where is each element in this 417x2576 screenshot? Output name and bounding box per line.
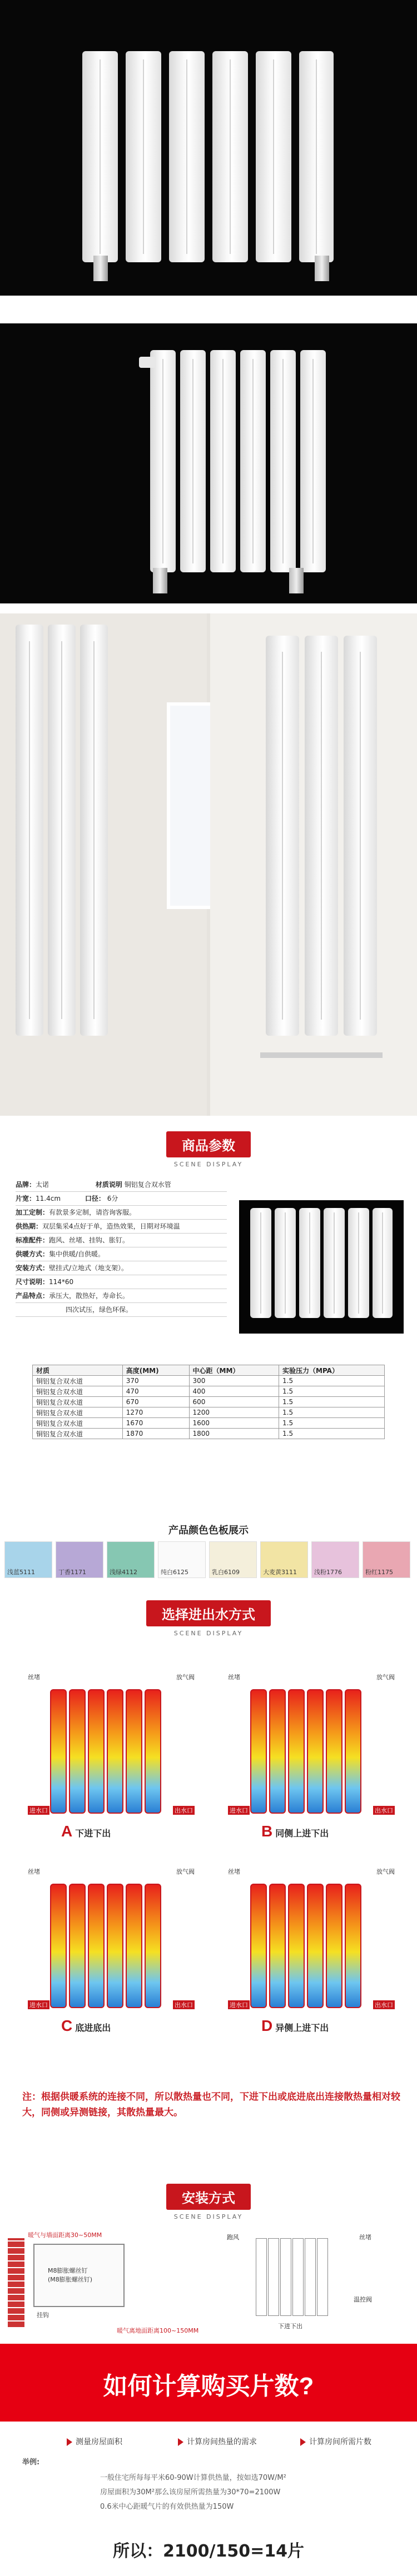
radiator-fin [145, 1689, 161, 1814]
radiator-fin [88, 1689, 105, 1814]
color-swatch [158, 1541, 206, 1578]
diagram-label: 丝堵 [28, 1868, 40, 1875]
radiator-fin [307, 1884, 324, 2008]
radiator-fin [107, 1884, 123, 2008]
diagram-label: 进水口 [28, 2000, 49, 2009]
diagram-label: 出水口 [173, 1806, 195, 1815]
color-swatch [209, 1541, 257, 1578]
connection-diagram [228, 1673, 395, 1850]
color-swatch [363, 1541, 410, 1578]
params-subtitle: SCENE DISPLAY [173, 1161, 244, 1168]
connections-header [0, 1600, 417, 1637]
calc-banner-title: 如何计算购买片数? [103, 2373, 314, 2400]
swatch-label: 粉红1175 [365, 1569, 393, 1576]
params-title: 商品参数 [166, 1131, 251, 1157]
color-swatch [260, 1541, 308, 1578]
radiator-fin [250, 1689, 267, 1814]
radiator-fin [307, 1689, 324, 1814]
install-diagram: 暖气与墙面距离30~50MM M8膨胀螺丝钉 (M8膨胀螺丝钉) 挂钩 暖气离地面距离100~150MM 跑风 丝堵 温控阀 下进下出 [0, 2227, 417, 2338]
param-row: 安装方式：壁挂式/立地式（地支架）。 [16, 1261, 227, 1275]
colors-title: 产品颜色色板展示 [168, 1525, 249, 1536]
diagram-label: 进水口 [228, 2000, 250, 2009]
radiator-fin [69, 1884, 86, 2008]
radiator-fin [145, 1884, 161, 2008]
swatch-label: 浅粉1776 [314, 1569, 342, 1576]
param-row: 尺寸说明：114*60 [16, 1275, 227, 1289]
diagram-label: 丝堵 [28, 1674, 40, 1681]
diagram-label: 放气阀 [376, 1674, 395, 1681]
arrow-icon [67, 2438, 72, 2446]
radiator-fin [345, 1884, 361, 2008]
spec-table-header: 材质 高度(MM) 中心距（MM） 实验压力（MPA） [33, 1365, 385, 1376]
table-row: 铜铝复合双水道 1670 1600 1.5 [33, 1418, 385, 1429]
table-row: 铜铝复合双水道 1870 1800 1.5 [33, 1429, 385, 1439]
calc-line: 0.6米中心距暖气片的有效供热量为150W [100, 2503, 234, 2511]
radiator-fin [288, 1884, 305, 2008]
arrow-icon [178, 2438, 183, 2446]
radiator-fin [269, 1689, 286, 1814]
connections-subtitle: SCENE DISPLAY [173, 1630, 244, 1637]
swatch-label: 浅绿4112 [110, 1569, 137, 1576]
color-swatch [4, 1541, 52, 1578]
param-row: 四次试压，绿色环保。 [16, 1303, 227, 1317]
diagram-caption: A 下进下出 [61, 1823, 111, 1840]
table-row: 铜铝复合双水道 370 300 1.5 [33, 1376, 385, 1386]
param-row: 品牌：太诺 材质说明 铜铝复合双水管 [16, 1178, 227, 1192]
calc-line: 一般住宅所每每平米60-90W计算供热量，按如选70W/M² [100, 2474, 286, 2482]
color-swatch [311, 1541, 359, 1578]
param-row: 加工定制：有款景多定制，请咨询客服。 [16, 1206, 227, 1220]
table-row: 铜铝复合双水道 1270 1200 1.5 [33, 1407, 385, 1418]
connections-note: 注：根据供暖系统的连接不同，所以散热量也不同，下进下出或底进底出连接散热量相对较大，同侧或异测链接，其散热量最大。 [22, 2091, 400, 2118]
connection-diagram [228, 1867, 395, 2045]
param-row: 供暖方式：集中供暖/自供暖。 [16, 1247, 227, 1261]
radiator-fin [69, 1689, 86, 1814]
radiator-fin [345, 1689, 361, 1814]
radiator-fin [288, 1689, 305, 1814]
spec-table [32, 1365, 385, 1439]
table-row: 铜铝复合双水道 470 400 1.5 [33, 1386, 385, 1397]
radiator-fin [88, 1884, 105, 2008]
brick-wall [8, 2238, 24, 2327]
install-header [0, 2184, 417, 2220]
diagram-caption: B 同侧上进下出 [261, 1823, 329, 1840]
front-radiator [256, 2238, 339, 2316]
swatch-label: 大麦黄3111 [263, 1569, 297, 1576]
param-row: 片宽：11.4cm 口径： 6分 [16, 1192, 227, 1206]
param-row: 供热期：双层集采4点好于单，造热效果，日期对环境温 [16, 1220, 227, 1234]
radiator-fin [50, 1689, 67, 1814]
swatch-label: 乳白6109 [212, 1569, 240, 1576]
diagram-label: 进水口 [28, 1806, 49, 1815]
radiator-fin [326, 1884, 342, 2008]
swatch-label: 浅蓝5111 [7, 1569, 35, 1576]
table-row: 铜铝复合双水道 670 600 1.5 [33, 1397, 385, 1407]
diagram-caption: D 异侧上进下出 [261, 2017, 329, 2034]
install-subtitle: SCENE DISPLAY [173, 2213, 244, 2220]
diagram-label: 丝堵 [228, 1868, 240, 1875]
diagram-label: 放气阀 [176, 1868, 195, 1875]
diagram-label: 丝堵 [228, 1674, 240, 1681]
radiator-fin [250, 1884, 267, 2008]
calc-step: 测量房屋面积 [67, 2436, 122, 2447]
calc-result: 所以：2100/150=14片 [113, 2542, 304, 2561]
connection-diagram [28, 1673, 195, 1850]
arrow-icon [300, 2438, 306, 2446]
diagram-caption: C 底进底出 [61, 2017, 111, 2034]
calc-banner [0, 2344, 417, 2422]
params-header [0, 1131, 417, 1168]
swatch-label: 丁香1171 [58, 1569, 86, 1576]
params-product-photo [239, 1200, 404, 1334]
param-row: 产品特点：承压大，散热好，寿命长。 [16, 1289, 227, 1303]
radiator-fin [126, 1689, 142, 1814]
param-row: 标准配件：跑风、丝堵、挂钩、胀钉。 [16, 1234, 227, 1247]
photo-installed [0, 613, 417, 1116]
diagram-label: 进水口 [228, 1806, 250, 1815]
connection-diagram [28, 1867, 195, 2045]
radiator-fin [126, 1884, 142, 2008]
install-title: 安装方式 [166, 2184, 251, 2210]
calc-step: 计算房间所需片数 [300, 2436, 371, 2447]
diagram-label: 放气阀 [376, 1868, 395, 1875]
connections-title: 选择进出水方式 [146, 1600, 271, 1626]
diagram-label: 出水口 [173, 2000, 195, 2009]
photo-radiator-front [0, 0, 417, 296]
diagram-label: 放气阀 [176, 1674, 195, 1681]
calc-step: 计算房间热量的需求 [178, 2436, 257, 2447]
radiator-fin [107, 1689, 123, 1814]
radiator-fin [50, 1884, 67, 2008]
radiator-fin [269, 1884, 286, 2008]
calc-example-label: 举例: [22, 2458, 40, 2467]
photo-radiator-angle [0, 323, 417, 603]
calc-line: 房屋面积为30M²那么该房屋所需热量为30*70=2100W [100, 2488, 281, 2497]
swatch-label: 纯白6125 [161, 1569, 188, 1576]
diagram-label: 出水口 [373, 1806, 395, 1815]
diagram-label: 出水口 [373, 2000, 395, 2009]
color-swatch [56, 1541, 103, 1578]
color-swatch [107, 1541, 155, 1578]
radiator-fin [326, 1689, 342, 1814]
